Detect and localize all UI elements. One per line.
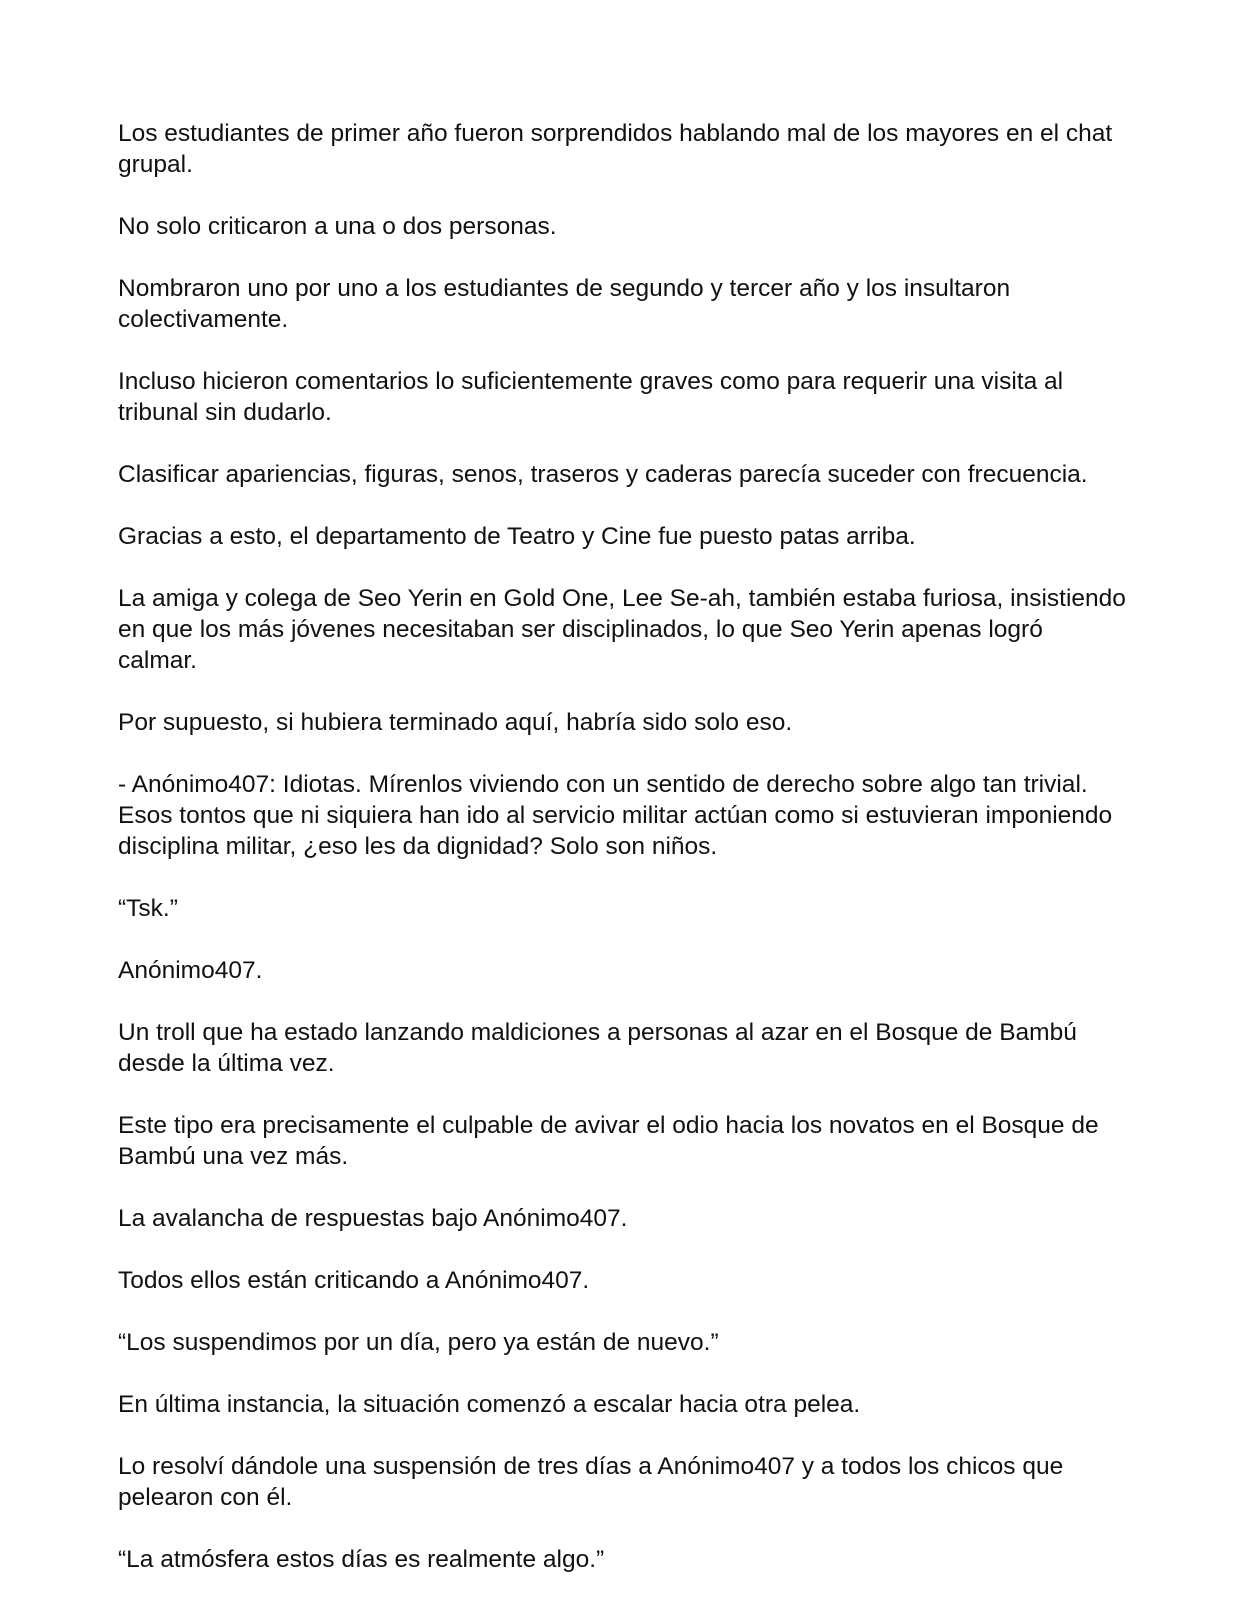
paragraph: Los estudiantes de primer año fueron sorprendidos hablando mal de los mayores en el chat grupal. xyxy=(118,120,1113,178)
paragraph: Todos ellos están criticando a Anónimo407. xyxy=(118,1267,590,1294)
paragraph: Gracias a esto, el departamento de Teatro y Cine fue puesto patas arriba. xyxy=(118,523,916,550)
paragraph: Clasificar apariencias, figuras, senos, traseros y caderas parecía suceder con frecuencia. xyxy=(118,461,1088,488)
paragraph: Un troll que ha estado lanzando maldiciones a personas al azar en el Bosque de Bambú desde la última vez. xyxy=(118,1019,1077,1077)
paragraph: - Anónimo407: Idiotas. Mírenlos viviendo con un sentido de derecho sobre algo tan trivial. Esos tontos que ni siquiera han ido al servicio militar actúan como si estuvieran imponiendo disciplina militar, ¿eso les da dignidad? Solo son niños. xyxy=(118,771,1113,860)
paragraph: No solo criticaron a una o dos personas. xyxy=(118,213,557,240)
paragraph: La amiga y colega de Seo Yerin en Gold One, Lee Se-ah, también estaba furiosa, insistiendo en que los más jóvenes necesitaban ser disciplinados, lo que Seo Yerin apenas logró calmar. xyxy=(118,585,1126,674)
document-body xyxy=(118,118,1128,1606)
paragraph: Anónimo407. xyxy=(118,957,263,984)
paragraph: Nombraron uno por uno a los estudiantes de segundo y tercer año y los insultaron colectivamente. xyxy=(118,275,1011,333)
paragraph: “Tsk.” xyxy=(118,895,178,922)
paragraph: “La atmósfera estos días es realmente algo.” xyxy=(118,1546,605,1573)
paragraph: Por supuesto, si hubiera terminado aquí, habría sido solo eso. xyxy=(118,709,793,736)
paragraph: Incluso hicieron comentarios lo suficientemente graves como para requerir una visita al tribunal sin dudarlo. xyxy=(118,368,1064,426)
paragraph: La avalancha de respuestas bajo Anónimo407. xyxy=(118,1205,628,1232)
paragraph: Lo resolví dándole una suspensión de tres días a Anónimo407 y a todos los chicos que pelearon con él. xyxy=(118,1453,1064,1511)
paragraph: “Los suspendimos por un día, pero ya están de nuevo.” xyxy=(118,1329,719,1356)
paragraph: Este tipo era precisamente el culpable de avivar el odio hacia los novatos en el Bosque de Bambú una vez más. xyxy=(118,1112,1099,1170)
paragraph: En última instancia, la situación comenzó a escalar hacia otra pelea. xyxy=(118,1391,861,1418)
